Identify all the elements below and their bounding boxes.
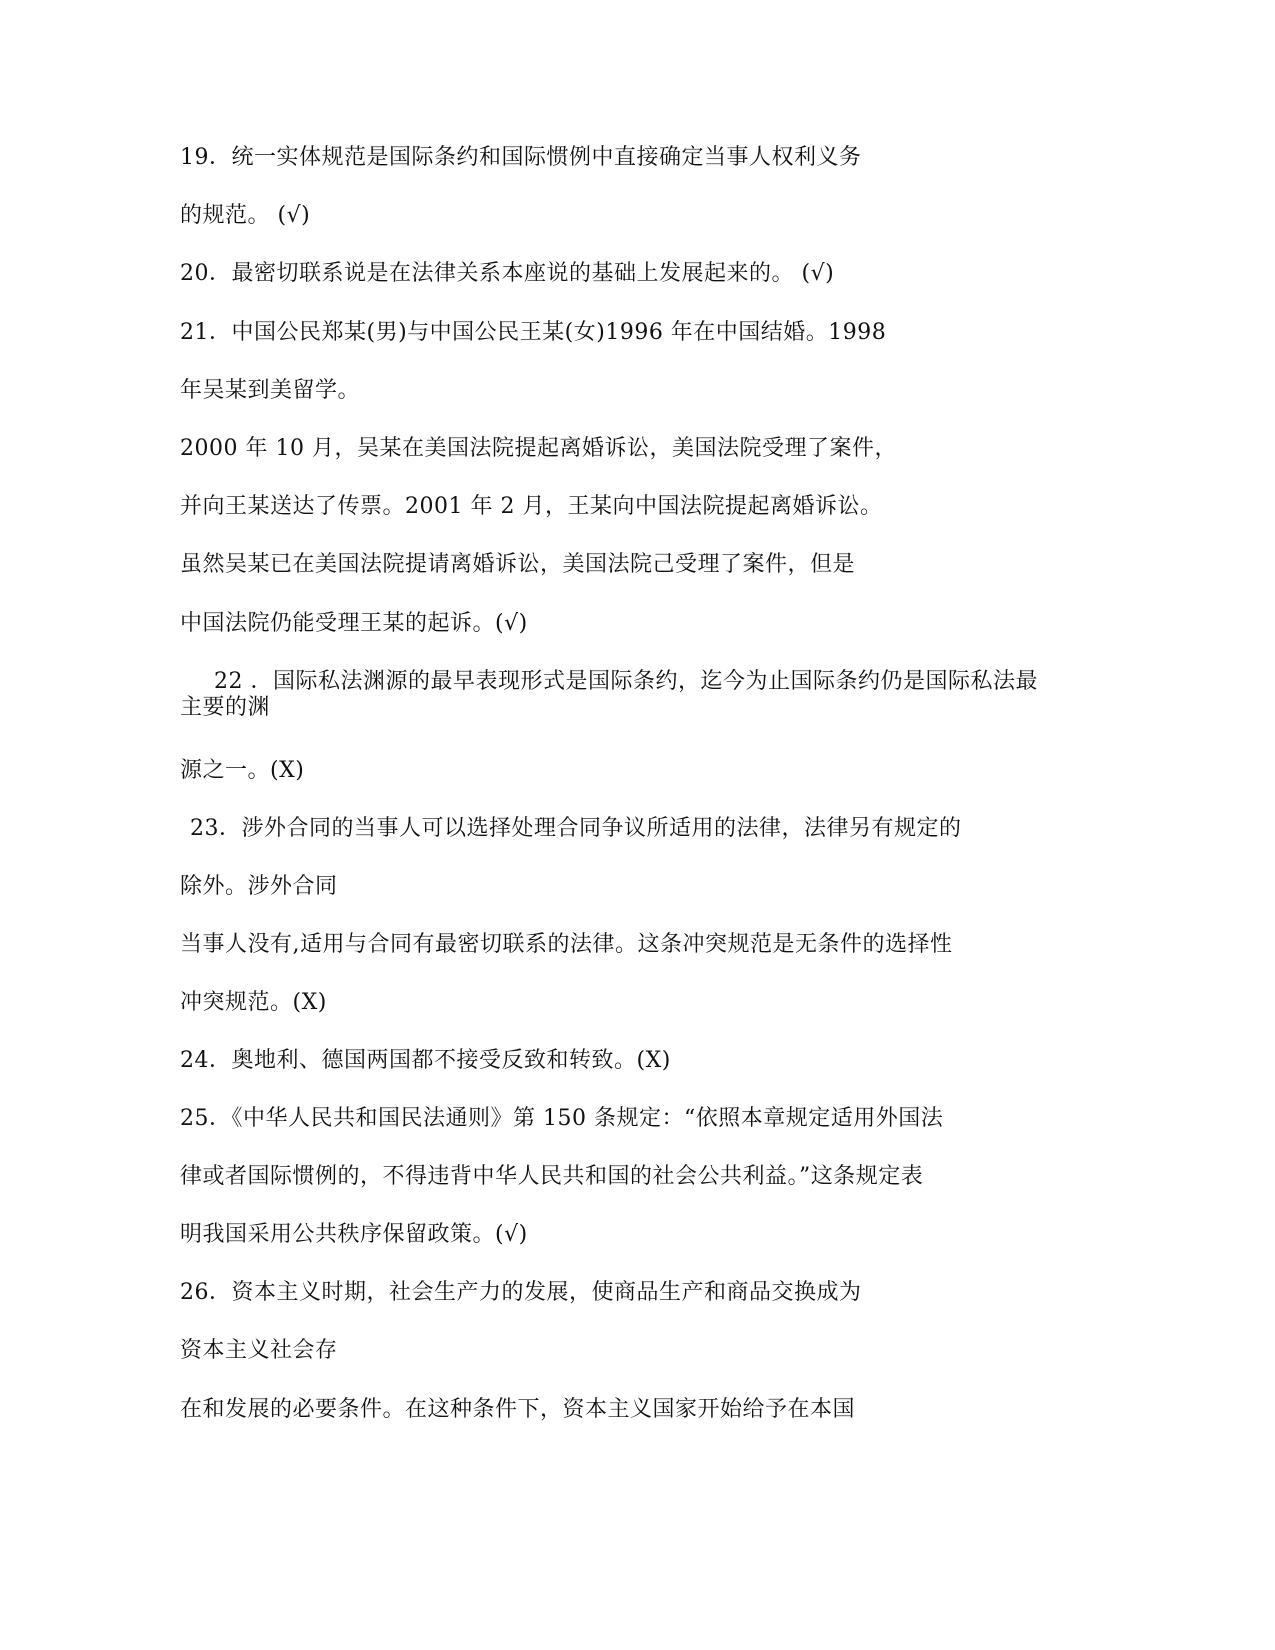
text-line-25b: 律或者国际惯例的，不得违背中华人民共和国的社会公共利益。”这条规定表	[180, 1164, 924, 1189]
text-line-26c: 在和发展的必要条件。在这种条件下，资本主义国家开始给予在本国	[180, 1397, 856, 1422]
text-line-23b: 除外。涉外合同	[180, 874, 338, 899]
text-line-21f: 中国法院仍能受理王某的起诉。(√)	[180, 611, 528, 636]
text-line-23d: 冲突规范。(X)	[180, 990, 327, 1015]
text-line-22b: 源之一。(X)	[180, 758, 305, 783]
text-line-24: 24．奥地利、德国两国都不接受反致和转致。(X)	[180, 1048, 671, 1073]
text-line-21a: 21．中国公民郑某(男)与中国公民王某(女)1996 年在中国结婚。1998	[180, 320, 887, 345]
text-line-23c: 当事人没有,适用与合同有最密切联系的法律。这条冲突规范是无条件的选择性	[180, 932, 953, 957]
text-line-21e: 虽然吴某已在美国法院提请离婚诉讼，美国法院己受理了案件，但是	[180, 552, 856, 577]
text-line-20: 20．最密切联系说是在法律关系本座说的基础上发展起来的。 (√)	[180, 261, 835, 286]
text-line-19a: 19．统一实体规范是国际条约和国际惯例中直接确定当事人权利义务	[180, 145, 862, 170]
text-line-23a: 23．涉外合同的当事人可以选择处理合同争议所适用的法律，法律另有规定的	[190, 816, 962, 841]
text-line-21d: 并向王某送达了传票。2001 年 2 月，王某向中国法院提起离婚诉讼。	[180, 494, 883, 519]
text-line-25c: 明我国采用公共秩序保留政策。(√)	[180, 1222, 528, 1247]
text-line-22a: 22 ．国际私法渊源的最早表现形式是国际条约，迄今为止国际条约仍是国际私法最主要的渊	[180, 669, 1038, 720]
text-line-19b: 的规范。 (√)	[180, 203, 311, 228]
text-line-21b: 年吴某到美留学。	[180, 378, 361, 403]
text-line-26b: 资本主义社会存	[180, 1338, 338, 1363]
text-line-21c: 2000 年 10 月，吴某在美国法院提起离婚诉讼，美国法院受理了案件，	[180, 436, 897, 461]
text-line-26a: 26．资本主义时期，社会生产力的发展，使商品生产和商品交换成为	[180, 1280, 862, 1305]
text-line-25a: 25．《中华人民共和国民法通则》第 150 条规定：“依照本章规定适用外国法	[180, 1106, 944, 1131]
